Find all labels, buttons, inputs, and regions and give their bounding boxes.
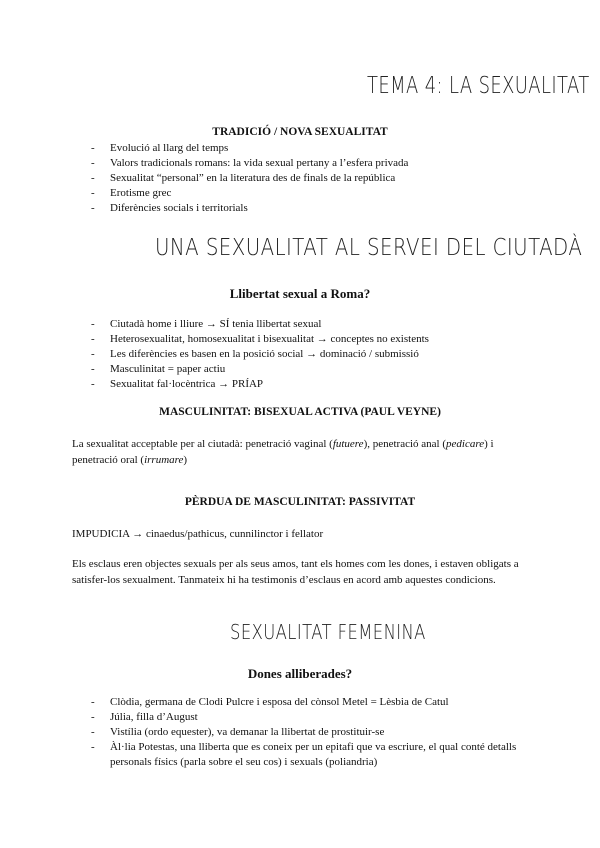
tradicio-list xyxy=(91,141,531,216)
esclaus-paragraph: Els esclaus eren objectes sexuals per als seus amos, tant els homes com les dones, i estaven obligats a satisfer-los sexualment. Tanmateix hi ha testimonis d’esclaus en acord amb aquestes condicions. xyxy=(72,558,519,586)
list-item: - Sexualitat “personal” en la literatura des de finals de la república xyxy=(91,171,531,186)
section-title-ciutada: UNA SEXUALITAT AL SERVEI DEL CIUTADÀ xyxy=(155,235,583,261)
list-item: - Clòdia, germana de Clodi Pulcre i esposa del cònsol Metel = Lèsbia de Catul xyxy=(91,695,531,710)
masculinitat-line xyxy=(72,408,532,424)
list-item: - Ciutadà home i lliure → SÍ tenia llibertat sexual xyxy=(91,317,531,332)
list-item: - Sexualitat fal·locèntrica → PRÍAP xyxy=(91,377,531,392)
list-item: - Júlia, filla d’August xyxy=(91,710,531,725)
list-item: - Valors tradicionals romans: la vida sexual pertany a l’esfera privada xyxy=(91,156,531,171)
llibertat-subheading: Llibertat sexual a Roma? xyxy=(229,286,371,301)
list-item: - Diferències socials i territorials xyxy=(91,201,531,216)
list-item: - Les diferències es basen en la posició social → dominació / submissió xyxy=(91,347,531,362)
latin-term: pedicare xyxy=(446,438,485,450)
list-item: - Àl·lia Potestas, una lliberta que es coneix per un epitafi que va escriure, el qual conté detalls personals físics (parla sobre el seu cos) i sexuals (poliandria) xyxy=(91,740,531,770)
latin-term: irrumare xyxy=(144,454,184,466)
perdua-heading: PÈRDUA DE MASCULINITAT: PASSIVITAT xyxy=(184,496,416,508)
page-title: TEMA 4: LA SEXUALITAT xyxy=(367,73,590,99)
dones-list xyxy=(91,695,531,770)
dones-subheading: Dones alliberades? xyxy=(247,666,353,681)
list-item: - Heterosexualitat, homosexualitat i bisexualitat → conceptes no existents xyxy=(91,332,531,347)
tradicio-heading: TRADICIÓ / NOVA SEXUALITAT xyxy=(212,126,388,138)
list-item: - Erotisme grec xyxy=(91,186,531,201)
latin-term: futuere xyxy=(332,438,364,450)
llibertat-list xyxy=(91,317,531,392)
impudicia-line: IMPUDICIA → cinaedus/pathicus, cunnilinctor i fellator xyxy=(72,528,324,540)
para-text: ) i penetració oral ( xyxy=(72,438,494,466)
list-item: - Masculinitat = paper actiu xyxy=(91,362,531,377)
list-item: - Evolució al llarg del temps xyxy=(91,141,531,156)
para-text: ), penetració anal ( xyxy=(363,438,447,450)
para-text: La sexualitat acceptable per al ciutadà: penetració vaginal ( xyxy=(72,438,333,450)
masculinitat-heading: MASCULINITAT: BISEXUAL ACTIVA (PAUL VEYNE) xyxy=(159,406,441,418)
para-text: ) xyxy=(183,454,188,466)
masculinitat-paragraph-text xyxy=(72,436,532,468)
section-title-femenina: SEXUALITAT FEMENINA xyxy=(230,620,426,644)
list-item: - Vistília (ordo equester), va demanar la llibertat de prostituir-se xyxy=(91,725,531,740)
